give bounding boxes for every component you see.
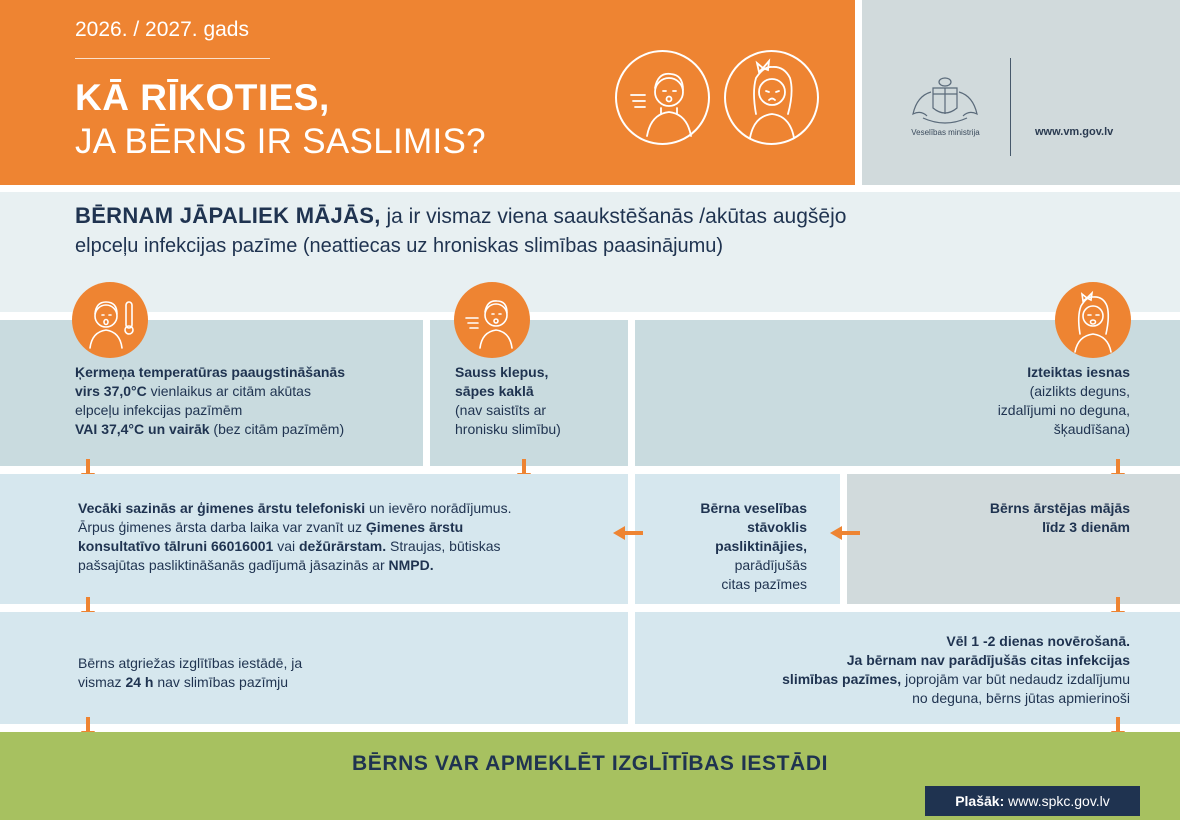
worse-line-1: Bērna veselības bbox=[700, 500, 807, 516]
home-line-1: Bērns ārstējas mājās bbox=[989, 500, 1130, 516]
arrow-left-icon bbox=[830, 526, 860, 540]
ministry-divider bbox=[1010, 58, 1011, 156]
rule-bold: BĒRNAM JĀPALIEK MĀJĀS, bbox=[75, 203, 381, 228]
contact-line-4-pre: pašsajūtas pasliktināšanās gadījumā jāsazinās ar bbox=[78, 557, 389, 573]
more-info-url: www.spkc.gov.lv bbox=[1004, 793, 1110, 809]
contact-nmpd: NMPD. bbox=[388, 557, 434, 573]
runny-nose-text bbox=[880, 363, 1130, 439]
observe-line-2: Ja bērnam nav parādījušās citas infekcijas bbox=[846, 652, 1130, 668]
girl-with-bow-icon bbox=[724, 50, 819, 145]
final-message: BĒRNS VAR APMEKLĒT IZGLĪTĪBAS IESTĀDI bbox=[351, 752, 829, 775]
title-line-2: JA BĒRNS IR SASLIMIS? bbox=[75, 122, 486, 161]
observe-line-4: no deguna, bērns jūtas apmierinoši bbox=[912, 690, 1130, 706]
runny-line-1: Izteiktas iesnas bbox=[1027, 364, 1130, 380]
worse-line-5: citas pazīmes bbox=[721, 576, 807, 592]
fever-line-4-rest: (bez citām pazīmēm) bbox=[209, 421, 345, 437]
return-line-1: Bērns atgriežas izglītības iestādē, ja bbox=[78, 655, 303, 671]
cough-line-4: hronisku slimību) bbox=[455, 421, 561, 437]
fever-line-2-bold: virs 37,0°C bbox=[75, 383, 147, 399]
return-line-2-pre: vismaz bbox=[78, 674, 126, 690]
home-line-2: līdz 3 dienām bbox=[1042, 519, 1130, 535]
more-info-label: Plašāk: bbox=[955, 793, 1005, 809]
title-line-1: KĀ RĪKOTIES, bbox=[75, 77, 330, 118]
observation-text bbox=[660, 632, 1130, 708]
arrow-left-icon bbox=[613, 526, 643, 540]
home-treatment-box bbox=[847, 474, 1180, 604]
rule-line1-rest: ja ir vismaz viena saaukstēšanās /akūtas augšējo bbox=[380, 205, 847, 228]
school-year: 2026. / 2027. gads bbox=[75, 18, 249, 41]
contact-duty-doctor: dežūrārstam. bbox=[299, 538, 387, 554]
runny-line-4: šķaudīšana) bbox=[1053, 421, 1130, 437]
return-24h: 24 h bbox=[125, 674, 154, 690]
worse-line-3: pasliktinājies, bbox=[715, 538, 807, 554]
runny-line-3: izdalījumi no deguna, bbox=[997, 402, 1130, 418]
more-info-link[interactable] bbox=[925, 793, 1140, 809]
contact-phone: konsultatīvo tālruni 66016001 bbox=[78, 538, 274, 554]
contact-line-3-mid: vai bbox=[273, 538, 299, 554]
observe-line-3-bold: slimības pazīmes, bbox=[782, 671, 902, 687]
rule-text-line-2: elpceļu infekcijas pazīme (neattiecas uz hroniskas slimības paasinājumu) bbox=[75, 235, 724, 257]
cough-text bbox=[455, 363, 561, 439]
fever-line-2-rest: vienlaikus ar citām akūtas bbox=[146, 383, 311, 399]
worse-line-2: stāvoklis bbox=[747, 519, 807, 535]
cough-line-1: Sauss klepus, bbox=[455, 364, 549, 380]
fever-line-1: Ķermeņa temperatūras paaugstināšanās bbox=[75, 364, 345, 380]
home-treatment-text bbox=[880, 499, 1130, 537]
ministry-name: Veselības ministrija bbox=[911, 128, 980, 137]
fever-line-3: elpceļu infekcijas pazīmēm bbox=[75, 402, 243, 418]
coughing-child-icon bbox=[615, 50, 710, 145]
ministry-coat-of-arms-icon bbox=[905, 72, 985, 132]
coughing-child-small-icon bbox=[454, 282, 530, 358]
return-text bbox=[78, 654, 302, 692]
return-line-2-rest: nav slimības pazīmju bbox=[153, 674, 289, 690]
child-with-thermometer-icon bbox=[72, 282, 148, 358]
observe-line-3-rest: joprojām var būt nedaudz izdalījumu bbox=[901, 671, 1130, 687]
contact-line-1-rest: un ievēro norādījumus. bbox=[365, 500, 512, 516]
girl-sneezing-icon bbox=[1055, 282, 1131, 358]
contact-line-3-rest: Straujas, būtiskas bbox=[386, 538, 501, 554]
contact-line-2-bold: Ģimenes ārstu bbox=[365, 519, 464, 535]
condition-worse-text bbox=[640, 499, 807, 594]
observe-line-1: Vēl 1 -2 dienas novērošanā. bbox=[946, 633, 1130, 649]
fever-line-4-bold: VAI 37,4°C un vairāk bbox=[75, 421, 210, 437]
contact-line-2-pre: Ārpus ģimenes ārsta darba laika var zvanīt uz bbox=[78, 519, 366, 535]
ministry-url[interactable]: www.vm.gov.lv bbox=[1035, 126, 1114, 138]
cough-line-2: sāpes kaklā bbox=[455, 383, 534, 399]
runny-line-2: (aizlikts deguns, bbox=[1029, 383, 1130, 399]
cough-line-3: (nav saistīts ar bbox=[455, 402, 547, 418]
worse-line-4: parādījušās bbox=[734, 557, 807, 573]
year-underline bbox=[75, 58, 270, 59]
rule-text-line-1 bbox=[75, 203, 846, 229]
fever-text bbox=[75, 363, 345, 439]
contact-doctor-text bbox=[78, 499, 511, 575]
contact-line-1-bold: Vecāki sazinās ar ģimenes ārstu telefoniski bbox=[78, 500, 366, 516]
